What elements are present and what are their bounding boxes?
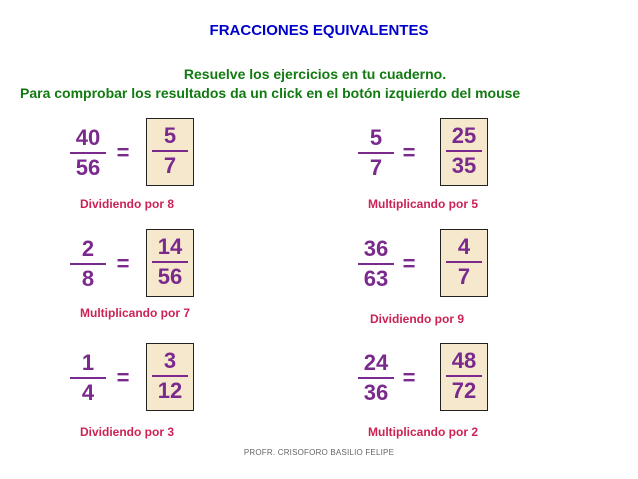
fraction-bar xyxy=(446,261,482,263)
numerator: 40 xyxy=(75,125,101,150)
denominator: 7 xyxy=(163,153,177,178)
fraction-bar xyxy=(152,150,188,152)
numerator: 2 xyxy=(81,236,95,261)
operation-caption: Multiplicando por 2 xyxy=(368,425,478,439)
denominator: 35 xyxy=(451,153,477,178)
answer-fraction xyxy=(150,125,190,179)
operation-caption: Dividiendo por 3 xyxy=(80,425,175,439)
answer-fraction xyxy=(444,125,484,179)
answer-fraction xyxy=(444,236,484,290)
author-footer: PROFR. CRISOFORO BASILIO FELIPE xyxy=(243,448,395,457)
denominator: 36 xyxy=(363,380,389,405)
denominator: 63 xyxy=(363,266,389,291)
numerator: 14 xyxy=(157,234,183,259)
denominator: 7 xyxy=(457,264,471,289)
fraction-bar xyxy=(152,375,188,377)
denominator: 7 xyxy=(369,155,383,180)
denominator: 12 xyxy=(157,378,183,403)
equals-sign: = xyxy=(116,365,130,390)
instruction-line-2: Para comprobar los resultados da un click en el botón izquierdo del mouse xyxy=(20,85,521,101)
numerator: 1 xyxy=(81,350,95,375)
numerator: 5 xyxy=(163,123,177,148)
fraction-bar xyxy=(70,152,106,154)
numerator: 25 xyxy=(451,123,477,148)
answer-fraction xyxy=(150,350,190,404)
numerator: 36 xyxy=(363,236,389,261)
equals-sign: = xyxy=(116,251,130,276)
fraction-bar xyxy=(446,150,482,152)
operation-caption: Dividiendo por 8 xyxy=(80,197,175,211)
numerator: 24 xyxy=(363,350,389,375)
equals-sign: = xyxy=(402,365,416,390)
question-fraction xyxy=(68,352,108,406)
fraction-bar xyxy=(358,152,394,154)
answer-fraction xyxy=(150,236,190,290)
answer-box[interactable] xyxy=(440,343,488,411)
fraction-bar xyxy=(152,261,188,263)
operation-caption: Dividiendo por 9 xyxy=(370,312,465,326)
denominator: 56 xyxy=(75,155,101,180)
numerator: 4 xyxy=(457,234,471,259)
answer-box[interactable] xyxy=(146,343,194,411)
numerator: 3 xyxy=(163,348,177,373)
instruction-line-1: Resuelve los ejercicios en tu cuaderno. xyxy=(183,66,447,82)
fraction-bar xyxy=(358,263,394,265)
question-fraction xyxy=(356,238,396,292)
question-fraction xyxy=(68,238,108,292)
fraction-bar xyxy=(446,375,482,377)
denominator: 4 xyxy=(81,380,95,405)
denominator: 72 xyxy=(451,378,477,403)
answer-box[interactable] xyxy=(440,118,488,186)
equals-sign: = xyxy=(402,251,416,276)
fraction-bar xyxy=(358,377,394,379)
question-fraction xyxy=(356,352,396,406)
question-fraction xyxy=(356,127,396,181)
answer-box[interactable] xyxy=(146,118,194,186)
operation-caption: Multiplicando por 5 xyxy=(368,197,478,211)
numerator: 48 xyxy=(451,348,477,373)
operation-caption: Multiplicando por 7 xyxy=(80,306,190,320)
equals-sign: = xyxy=(116,140,130,165)
equals-sign: = xyxy=(402,140,416,165)
question-fraction xyxy=(68,127,108,181)
fraction-bar xyxy=(70,377,106,379)
answer-box[interactable] xyxy=(146,229,194,297)
denominator: 56 xyxy=(157,264,183,289)
fraction-bar xyxy=(70,263,106,265)
answer-box[interactable] xyxy=(440,229,488,297)
numerator: 5 xyxy=(369,125,383,150)
denominator: 8 xyxy=(81,266,95,291)
page-title: FRACCIONES EQUIVALENTES xyxy=(209,22,429,39)
answer-fraction xyxy=(444,350,484,404)
